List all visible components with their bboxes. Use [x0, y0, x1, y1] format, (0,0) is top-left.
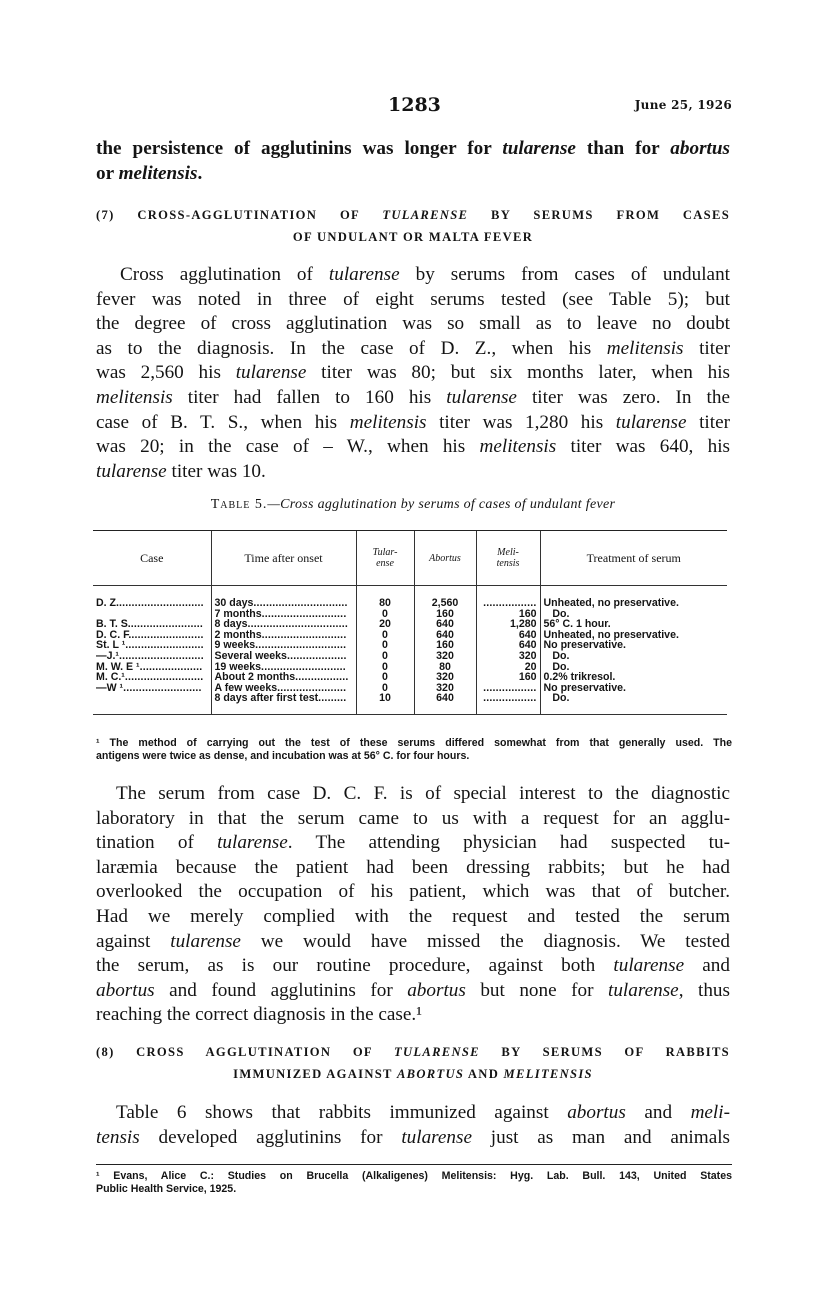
- cell-case: —J.¹...........................: [96, 649, 204, 662]
- cell-tularense: 0: [356, 640, 414, 651]
- cell-melitensis: 320: [476, 651, 540, 662]
- cell-abortus: 160: [414, 609, 476, 620]
- cell-melitensis: 20: [476, 662, 540, 673]
- page-number: 1283: [388, 94, 441, 116]
- cell-case: D. C. F........................: [96, 628, 204, 641]
- cell-treatment: Do.: [540, 662, 727, 673]
- cell-abortus: 2,560: [414, 586, 476, 609]
- table-5-footnote: ¹ The method of carrying out the test of these serums differed somewhat from that generally used. The antigens were twice as dense, and incubation was at 56° C. for four hours.: [96, 737, 732, 762]
- cell-tularense: 0: [356, 651, 414, 662]
- cell-case: [93, 693, 211, 714]
- page-date: June 25, 1926: [634, 98, 732, 112]
- cell-tularense: 0: [356, 672, 414, 683]
- footnote-divider: [96, 1164, 732, 1165]
- table-5: [93, 530, 727, 715]
- table-row: [93, 586, 727, 609]
- cell-abortus: 320: [414, 672, 476, 683]
- cell-tularense: 10: [356, 693, 414, 714]
- cell-time: 30 days..............................: [211, 586, 356, 609]
- cell-tularense: 80: [356, 586, 414, 609]
- cell-melitensis: .................: [476, 693, 540, 714]
- cell-abortus: 320: [414, 651, 476, 662]
- cell-case: St. L ¹.........................: [96, 639, 204, 652]
- cell-melitensis: .................: [476, 586, 540, 609]
- cell-melitensis: 1,280: [476, 619, 540, 630]
- cell-treatment: 56° C. 1 hour.: [540, 619, 727, 630]
- cell-case: M. W. E ¹....................: [96, 660, 203, 673]
- cell-tularense: 20: [356, 619, 414, 630]
- section-7-paragraph: Cross agglutination of tularense by serums from cases of undulant fever was noted in three of eight serums tested (see Table 5); but the degree of cross agglutination was so small as to leave no doubt as to the diagnosis. In the case of D. Z., when his melitensis titer was 2,560 his tularense titer was 80; but six months later, when his melitensis titer had fallen to 160 his tularense titer was zero. In the case of B. T. S., when his melitensis titer was 1,280 his tularense titer was 20; in the case of – W., when his melitensis titer was 640, his tularense titer was 10.: [96, 264, 730, 482]
- cell-melitensis: 160: [476, 609, 540, 620]
- cell-treatment: Do.: [540, 651, 727, 662]
- table-row: [93, 693, 727, 714]
- cell-melitensis: 160: [476, 672, 540, 683]
- cell-time: Several weeks...................: [211, 651, 356, 662]
- col-header-case: Case: [93, 531, 211, 586]
- table-row: [93, 651, 727, 662]
- cell-abortus: 320: [414, 683, 476, 694]
- paragraph-d-c-f: The serum from case D. C. F. is of special interest to the diagnostic laboratory in that the serum came to us with a request for an agglu- tination of tularense. The attending physician had suspected tu- laræmia because the patient had been dressing rabbits; but he had overlooked the occupation of his patient, which was that of butcher. Had we merely complied with the request and tested the serum against tularense we would have missed the diagnosis. We tested the serum, as is our routine procedure, against both tularense and abortus and found agglutinins for abortus but none for tularense, thus reaching the correct diagnosis in the case.¹: [96, 783, 730, 1026]
- col-header-treatment: Treatment of serum: [540, 531, 727, 586]
- table-row: [93, 683, 727, 694]
- col-header-time: Time after onset: [211, 531, 356, 586]
- cell-tularense: 0: [356, 662, 414, 673]
- cell-time: 9 weeks.............................: [211, 640, 356, 651]
- cell-tularense: 0: [356, 683, 414, 694]
- table-5-caption: Table 5.—Cross agglutination by serums of cases of undulant fever: [210, 497, 616, 512]
- cell-time: About 2 months.................: [211, 672, 356, 683]
- cell-time: 8 days................................: [211, 619, 356, 630]
- cell-time: A few weeks......................: [211, 683, 356, 694]
- cell-abortus: 640: [414, 630, 476, 641]
- cell-time: 8 days after first test.........: [211, 693, 356, 714]
- cell-treatment: Do.: [540, 609, 727, 620]
- cell-melitensis: 640: [476, 630, 540, 641]
- cell-treatment: Unheated, no preservative.: [540, 586, 727, 609]
- cell-treatment: 0.2% trikresol.: [540, 672, 727, 683]
- col-header-abortus: Abortus: [414, 531, 476, 586]
- cell-tularense: 0: [356, 609, 414, 620]
- cell-treatment: Unheated, no preservative.: [540, 630, 727, 641]
- cell-time: 19 weeks...........................: [211, 662, 356, 673]
- cell-melitensis: 640: [476, 640, 540, 651]
- cell-abortus: 160: [414, 640, 476, 651]
- cell-abortus: 640: [414, 693, 476, 714]
- cell-case: M. C.¹.........................: [96, 671, 204, 684]
- page-footnote: ¹ Evans, Alice C.: Studies on Brucella (Alkaligenes) Melitensis: Hyg. Lab. Bull. 143, United States Public Health Service, 1925.: [96, 1170, 732, 1195]
- section-7-heading: (7) CROSS-AGGLUTINATION OF TULARENSE BY SERUMS FROM CASES OF UNDULANT OR MALTA FEVER: [96, 208, 730, 244]
- cell-abortus: 640: [414, 619, 476, 630]
- cell-treatment: Do.: [540, 693, 727, 714]
- col-header-melitensis: Meli- tensis: [476, 531, 540, 586]
- cell-case: —W ¹.........................: [96, 681, 202, 694]
- cell-case: B. T. S........................: [96, 618, 204, 631]
- page-header: [0, 94, 816, 122]
- cell-abortus: 80: [414, 662, 476, 673]
- section-8-paragraph: Table 6 shows that rabbits immunized against abortus and meli- tensis developed agglutinins for tularense just as man and animals: [96, 1102, 731, 1148]
- intro-paragraph: the persistence of agglutinins was longer for tularense than for abortus or melitensis.: [96, 138, 730, 184]
- cell-treatment: No preservative.: [540, 683, 727, 694]
- cell-tularense: 0: [356, 630, 414, 641]
- cell-time: 2 months...........................: [211, 630, 356, 641]
- cell-case: D. Z............................: [96, 597, 204, 609]
- col-header-tularense: Tular- ense: [356, 531, 414, 586]
- cell-time: 7 months...........................: [211, 609, 356, 620]
- section-8-heading: (8) CROSS AGGLUTINATION OF TULARENSE BY SERUMS OF RABBITS IMMUNIZED AGAINST ABORTUS AND MELITENSIS: [96, 1045, 730, 1081]
- cell-melitensis: .................: [476, 683, 540, 694]
- cell-treatment: No preservative.: [540, 640, 727, 651]
